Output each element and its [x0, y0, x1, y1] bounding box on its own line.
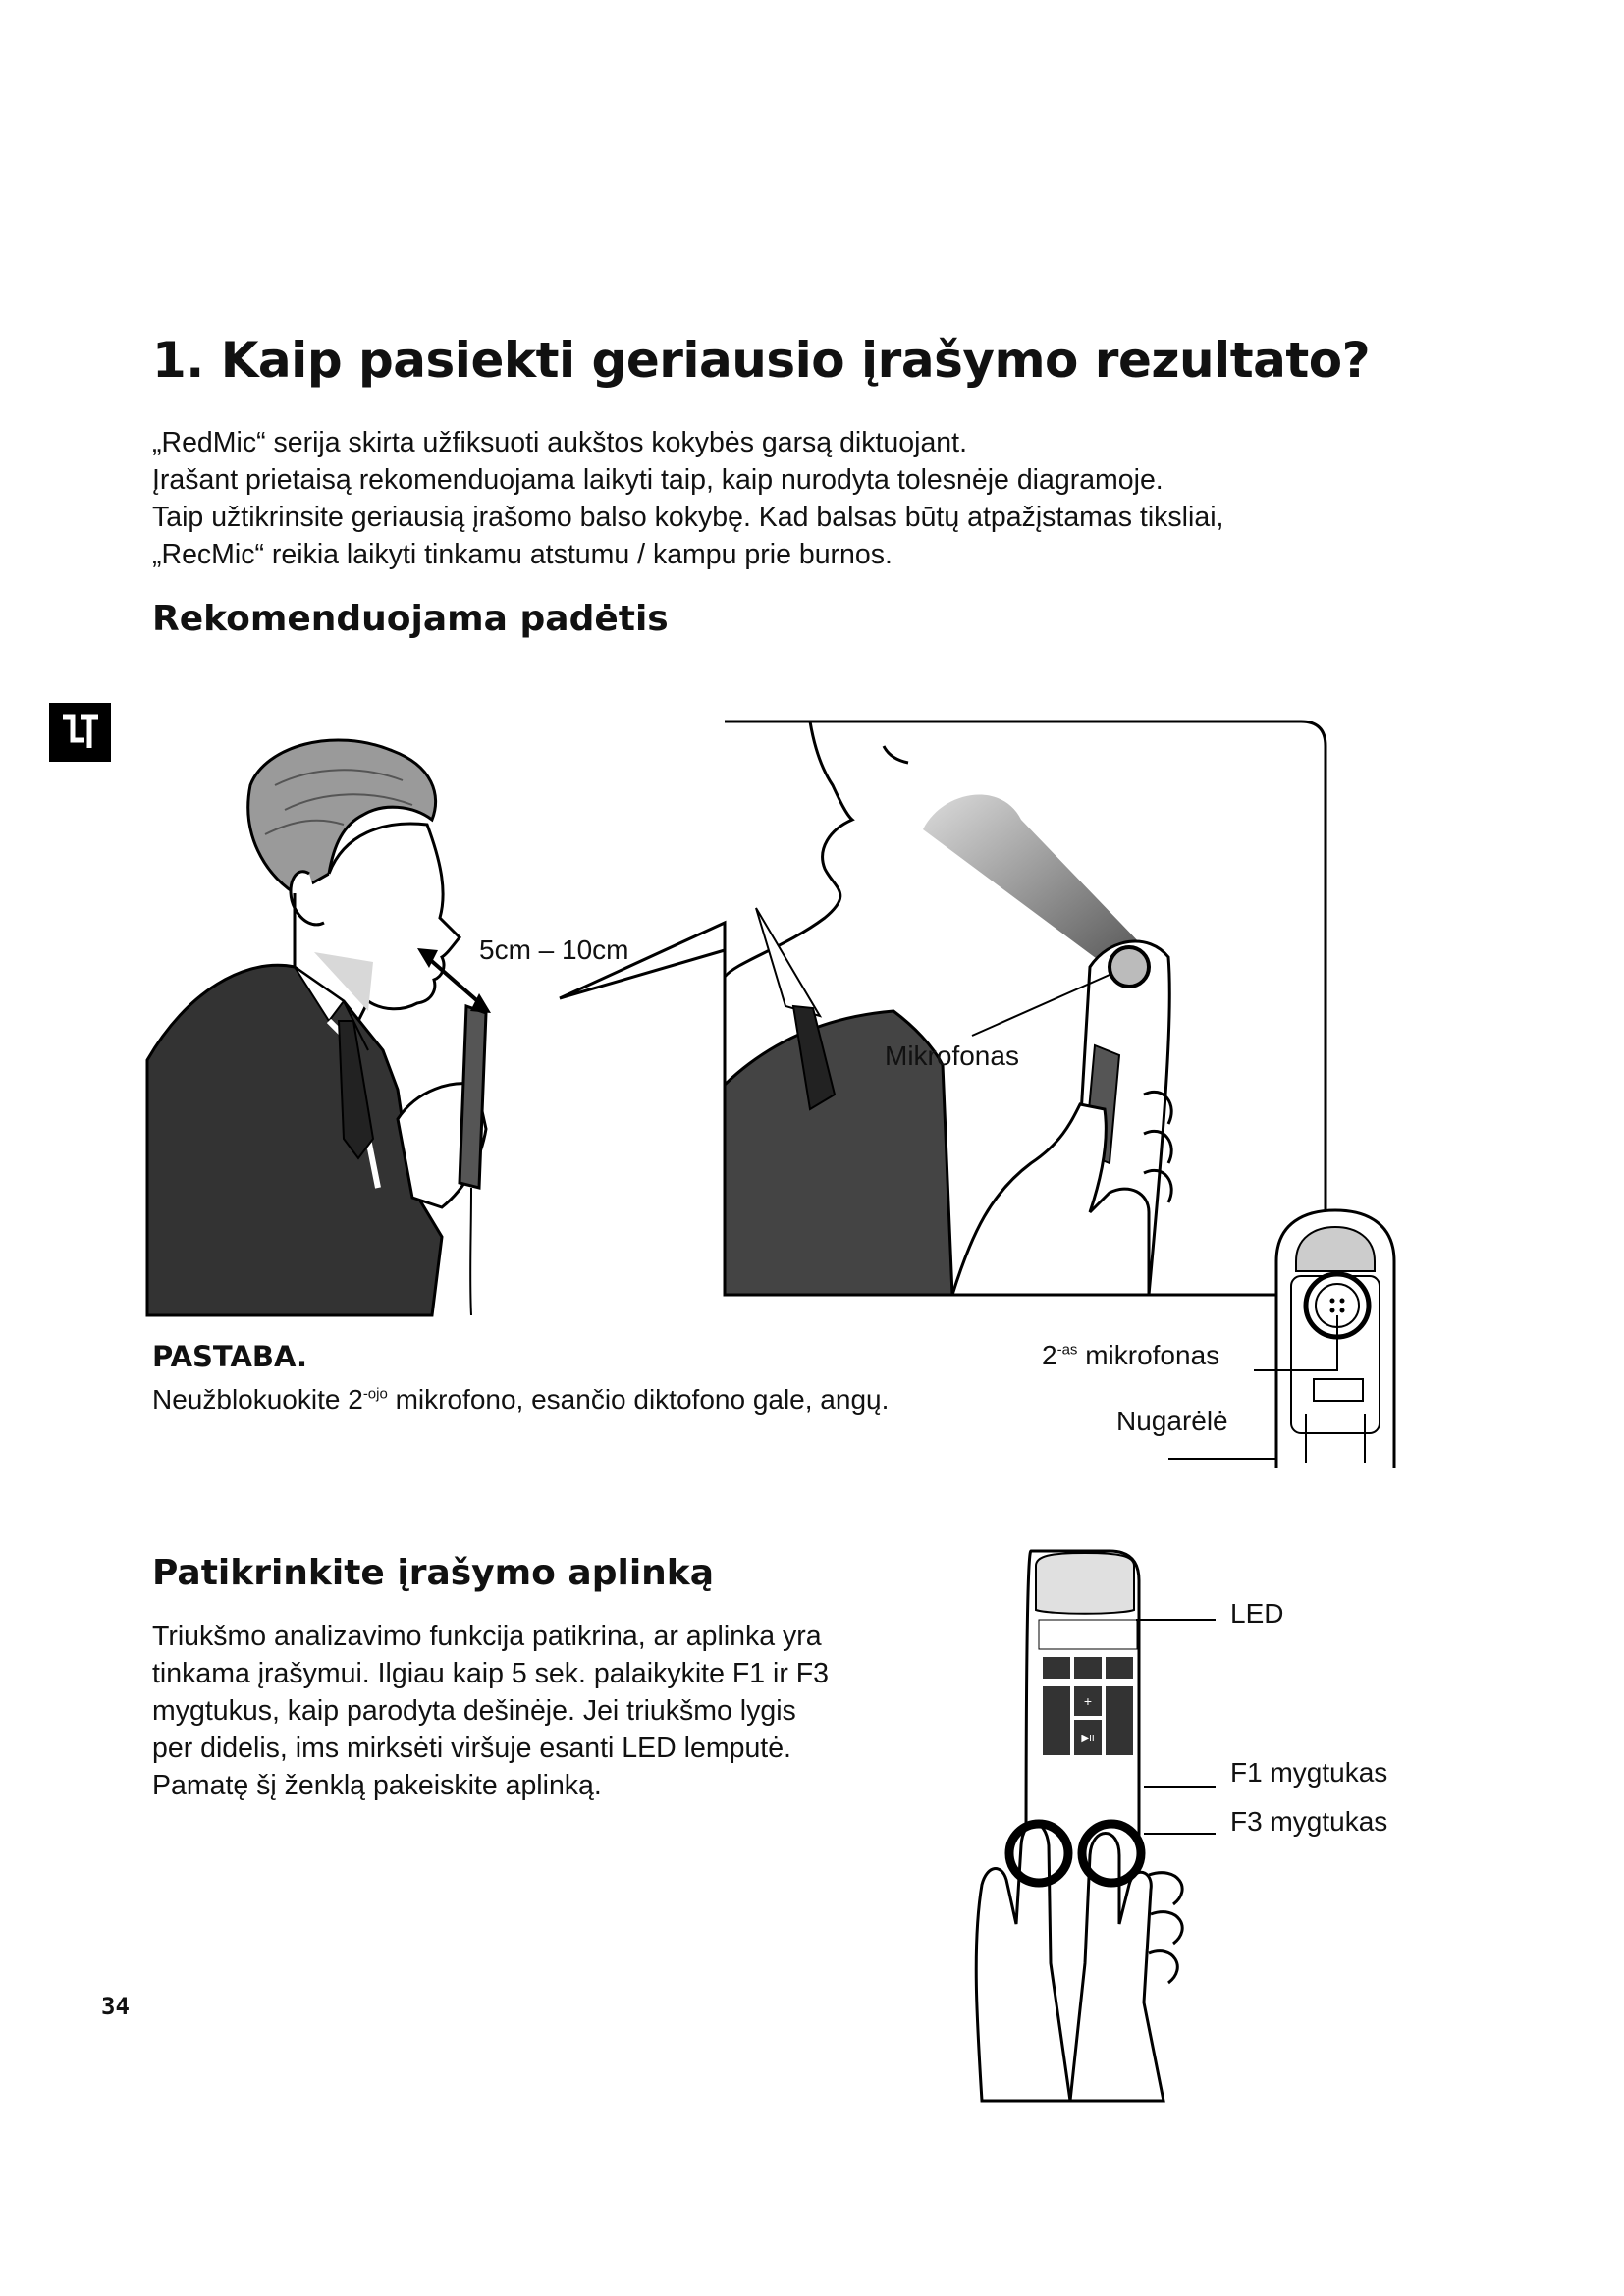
svg-text:+: + [1083, 1693, 1093, 1709]
environment-line: mygtukus, kaip parodyta dešinėje. Jei triukšmo lygis [152, 1695, 796, 1727]
section-heading-position: Rekomenduojama padėtis [152, 599, 669, 639]
distance-label: 5cm – 10cm [479, 934, 629, 965]
back-label: Nugarėlė [1116, 1406, 1228, 1436]
second-mic-sup: -as [1056, 1341, 1078, 1359]
svg-text:▶II: ▶II [1081, 1734, 1095, 1744]
f3-label: F3 mygtukas [1230, 1806, 1388, 1837]
intro-line: Įrašant prietaisą rekomenduojama laikyti taip, kaip nurodyta tolesnėje diagramoje. [152, 464, 1164, 496]
note-text-after: mikrofono, esančio diktofono gale, angų. [387, 1384, 890, 1415]
section-heading-environment: Patikrinkite įrašymo aplinką [152, 1553, 715, 1593]
microphone-label: Mikrofonas [885, 1041, 1019, 1071]
note-text-before: Neužblokuokite 2 [152, 1384, 363, 1415]
page-number: 34 [101, 1993, 130, 2020]
environment-line: Triukšmo analizavimo funkcija patikrina, ar aplinka yra [152, 1621, 822, 1652]
second-mic-suffix: mikrofonas [1077, 1340, 1220, 1370]
note-title: PASTABA. [152, 1340, 307, 1373]
intro-line: Taip užtikrinsite geriausią įrašomo balso kokybę. Kad balsas būtų atpažįstamas tiksliai, [152, 502, 1224, 533]
environment-line: Pamatę šį ženklą pakeiskite aplinką. [152, 1770, 602, 1801]
led-label: LED [1230, 1598, 1284, 1629]
intro-line: „RedMic“ serija skirta užfiksuoti aukštos kokybės garsą diktuojant. [152, 427, 967, 458]
environment-line: tinkama įrašymui. Ilgiau kaip 5 sek. palaikykite F1 ir F3 [152, 1658, 830, 1689]
second-mic-prefix: 2 [1042, 1340, 1057, 1370]
note-text-sup: -ojo [362, 1385, 388, 1403]
environment-line: per didelis, ims mirksėti viršuje esanti LED lemputė. [152, 1733, 791, 1764]
page-title: 1. Kaip pasiekti geriausio įrašymo rezultato? [152, 332, 1371, 389]
intro-line: „RecMic“ reikia laikyti tinkamu atstumu / kampu prie burnos. [152, 539, 893, 570]
f1-label: F1 mygtukas [1230, 1757, 1388, 1788]
